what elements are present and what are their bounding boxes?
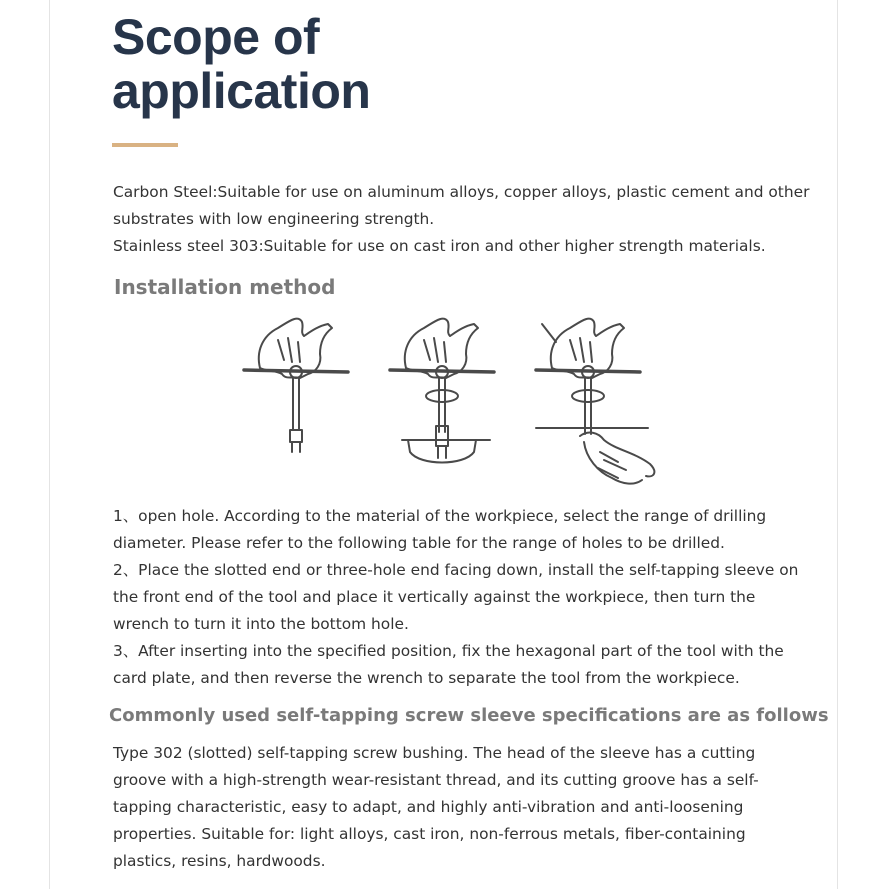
materials-block [113, 179, 813, 260]
step-2-drawing [390, 319, 494, 463]
title-accent-bar [112, 143, 178, 147]
specifications-heading: Commonly used self-tapping screw sleeve specifications are as follows [109, 705, 829, 726]
installation-heading: Installation method [114, 275, 336, 299]
stainless-steel-text: Stainless steel 303:Suitable for use on cast iron and other higher strength materials. [113, 237, 766, 255]
installation-illustration [238, 302, 668, 498]
page-title: Scope of application [112, 9, 371, 119]
specifications-text: Type 302 (slotted) self-tapping screw bushing. The head of the sleeve has a cutting groove with a high-strength wear-resistant thread, and its cutting groove has a self-tapping characteristic, easy to adapt, and highly anti-vibration and anti-loosening properties. Suitable for: light alloys, cast iron, non-ferrous metals, fiber-containing plastics, resins, hardwoods. [113, 744, 759, 870]
step-3-drawing [536, 319, 654, 484]
carbon-steel-text: Carbon Steel:Suitable for use on aluminum alloys, copper alloys, plastic cement and other substrates with low engineering strength. [113, 183, 810, 228]
step-2-text: 2、Place the slotted end or three-hole end facing down, install the self-tapping sleeve on the front end of the tool and place it vertically against the workpiece, then turn the wrench to turn it into the bottom hole. [113, 561, 799, 633]
step-1-text: 1、open hole. According to the material of the workpiece, select the range of drilling diameter. Please refer to the following table for the range of holes to be drilled. [113, 507, 767, 552]
left-border-line [49, 0, 50, 889]
installation-steps [113, 503, 813, 692]
right-border-line [837, 0, 838, 889]
step-1-drawing [244, 319, 348, 452]
specifications-block [113, 740, 813, 875]
step-3-text: 3、After inserting into the specified position, fix the hexagonal part of the tool with the card plate, and then reverse the wrench to separate the tool from the workpiece. [113, 642, 784, 687]
